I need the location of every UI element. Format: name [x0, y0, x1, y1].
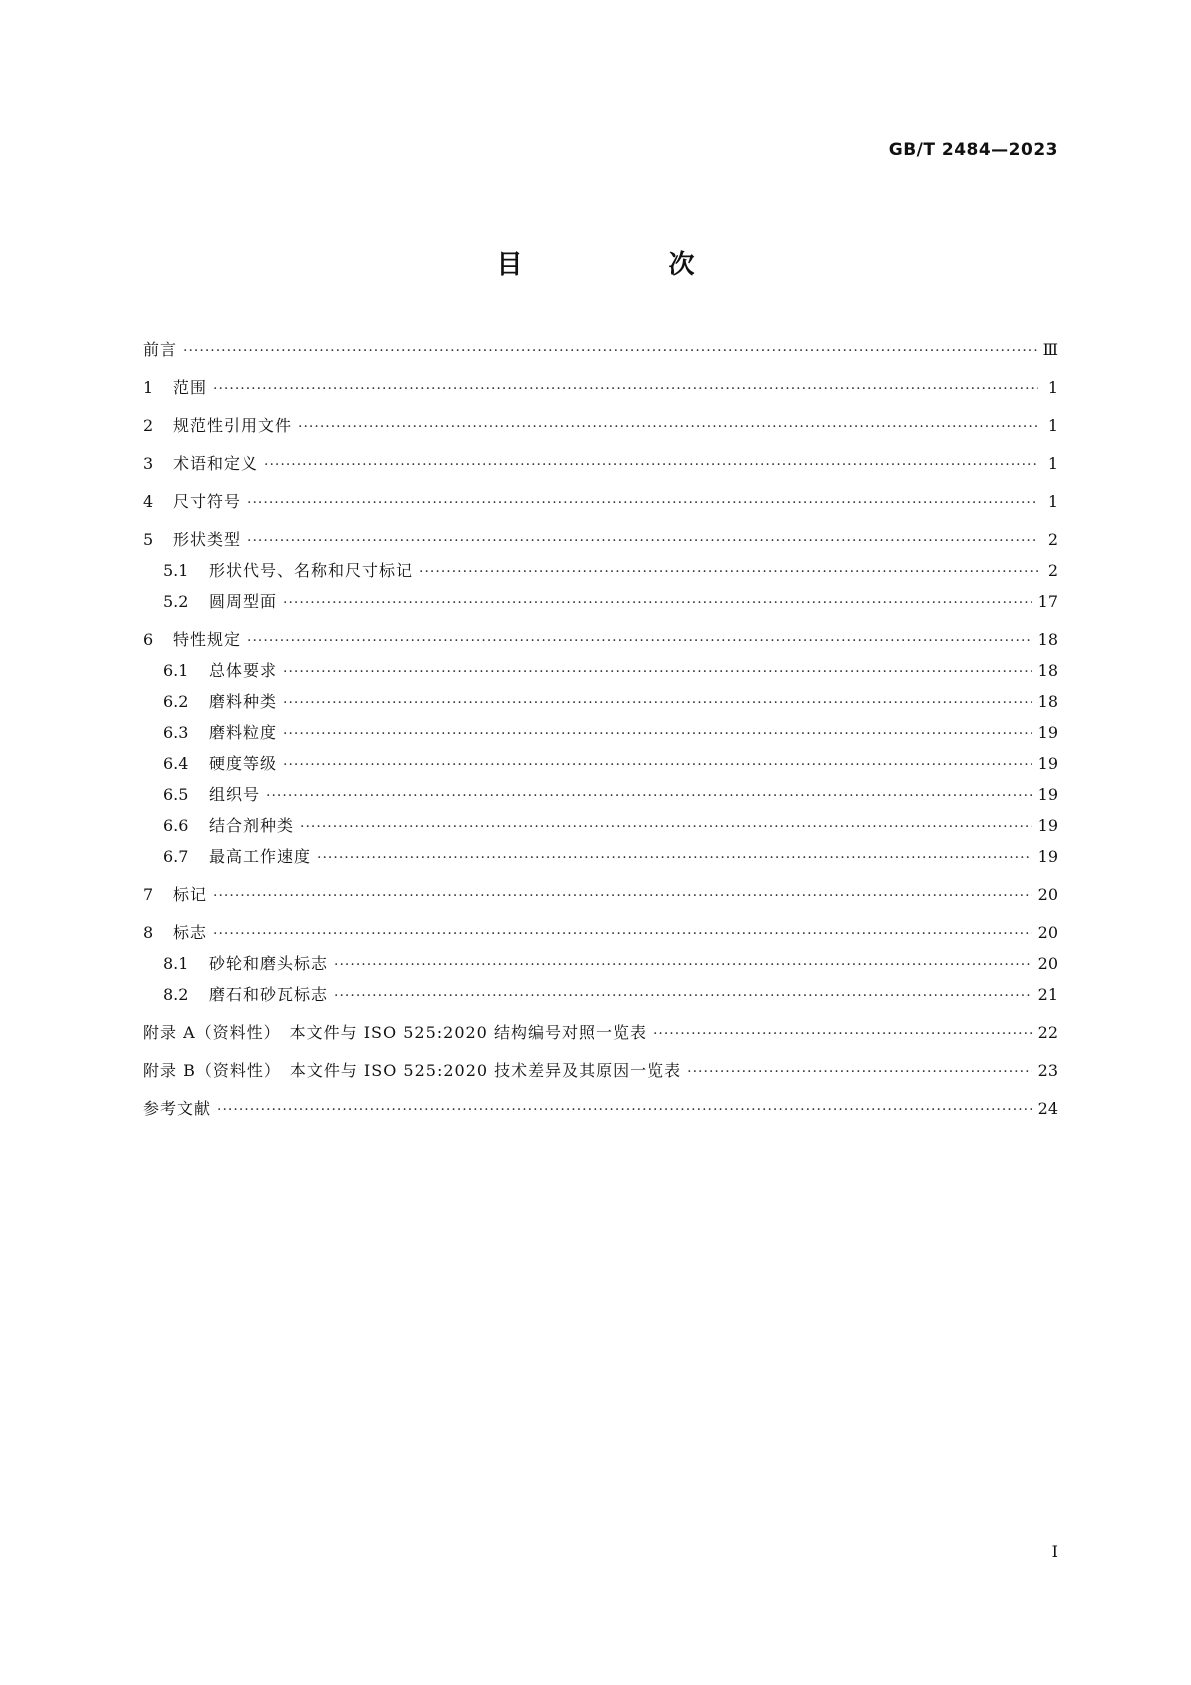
toc-entry-page: 23: [1037, 1061, 1058, 1080]
toc-entry-title: 形状类型: [173, 530, 242, 549]
toc-entry-page: 19: [1037, 847, 1058, 866]
toc-entry-page: 20: [1037, 885, 1058, 904]
toc-dot-leader: [213, 922, 1032, 946]
toc-dot-leader: [334, 953, 1032, 977]
toc-entry-title: 前言: [143, 340, 178, 359]
toc-entry-title: 附录 A（资料性） 本文件与 ISO 525:2020 结构编号对照一览表: [143, 1023, 647, 1042]
toc-dot-leader: [217, 1098, 1032, 1122]
toc-entry-title: 标志: [173, 923, 208, 942]
toc-entry-number: 6.5: [163, 785, 189, 804]
standard-code: GB/T 2484—2023: [888, 140, 1058, 160]
toc-entry-page: 1: [1047, 416, 1058, 435]
toc-entry-number: 2: [143, 416, 154, 435]
toc-dot-leader: [419, 560, 1038, 584]
toc-entry-number: 5: [143, 530, 154, 549]
toc-subentry[interactable]: [143, 952, 1058, 983]
toc-entry-title: 磨石和砂瓦标志: [209, 985, 329, 1004]
toc-entry-title: 结合剂种类: [209, 816, 295, 835]
toc-entry-title: 特性规定: [173, 630, 242, 649]
toc-entry[interactable]: [143, 490, 1058, 521]
toc-dot-leader: [317, 846, 1032, 870]
toc-entry[interactable]: [143, 338, 1058, 369]
toc-subentry[interactable]: [143, 845, 1058, 876]
toc-entry-page: 17: [1037, 592, 1058, 611]
toc-entry-title: 磨料粒度: [209, 723, 278, 742]
toc-entry-title: 形状代号、名称和尺寸标记: [209, 561, 414, 580]
toc-entry-title: 参考文献: [143, 1099, 212, 1118]
toc-entry[interactable]: [143, 628, 1058, 659]
toc-entry-number: 7: [143, 885, 154, 904]
toc-entry-page: 20: [1037, 954, 1058, 973]
toc-subentry[interactable]: [143, 983, 1058, 1014]
toc-entry[interactable]: [143, 883, 1058, 914]
toc-dot-leader: [247, 529, 1038, 553]
toc-entry-page: 24: [1037, 1099, 1058, 1118]
toc-entry-title: 砂轮和磨头标志: [209, 954, 329, 973]
toc-entry-number: 1: [143, 378, 154, 397]
toc-entry-page: 18: [1037, 661, 1058, 680]
toc-entry-page: 1: [1047, 378, 1058, 397]
toc-subentry[interactable]: [143, 752, 1058, 783]
toc-entry[interactable]: [143, 376, 1058, 407]
toc-entry-number: 6.6: [163, 816, 189, 835]
toc-entry-number: 6.4: [163, 754, 189, 773]
toc-dot-leader: [264, 453, 1038, 477]
toc-dot-leader: [266, 784, 1032, 808]
toc-entry-number: 6: [143, 630, 154, 649]
toc-entry[interactable]: [143, 1097, 1058, 1128]
toc-entry-title: 磨料种类: [209, 692, 278, 711]
toc-entry[interactable]: [143, 1021, 1058, 1052]
toc-entry-number: 3: [143, 454, 154, 473]
toc-entry[interactable]: [143, 452, 1058, 483]
toc-entry-page: 1: [1047, 454, 1058, 473]
toc-entry-number: 6.2: [163, 692, 189, 711]
toc-entry-page: 18: [1037, 692, 1058, 711]
toc-dot-leader: [283, 691, 1032, 715]
toc-entry-page: 18: [1037, 630, 1058, 649]
toc-dot-leader: [283, 591, 1032, 615]
toc-subentry[interactable]: [143, 690, 1058, 721]
toc-entry-page: 19: [1037, 816, 1058, 835]
toc-entry-page: 21: [1037, 985, 1058, 1004]
toc-entry-page: 19: [1037, 785, 1058, 804]
toc-entry-title: 范围: [173, 378, 208, 397]
table-of-contents: [143, 338, 1058, 1128]
toc-entry-page: 2: [1047, 530, 1058, 549]
toc-entry[interactable]: [143, 528, 1058, 559]
toc-entry-title: 术语和定义: [173, 454, 259, 473]
toc-dot-leader: [298, 415, 1038, 439]
toc-entry-title: 附录 B（资料性） 本文件与 ISO 525:2020 技术差异及其原因一览表: [143, 1061, 682, 1080]
toc-subentry[interactable]: [143, 783, 1058, 814]
toc-entry-title: 圆周型面: [209, 592, 278, 611]
toc-dot-leader: [334, 984, 1032, 1008]
toc-entry-title: 规范性引用文件: [173, 416, 293, 435]
toc-dot-leader: [300, 815, 1032, 839]
toc-subentry[interactable]: [143, 721, 1058, 752]
toc-entry-title: 最高工作速度: [209, 847, 312, 866]
toc-dot-leader: [183, 339, 1037, 363]
toc-entry[interactable]: [143, 1059, 1058, 1090]
toc-subentry[interactable]: [143, 590, 1058, 621]
toc-entry-page: 20: [1037, 923, 1058, 942]
toc-dot-leader: [687, 1060, 1031, 1084]
toc-entry-title: 组织号: [209, 785, 261, 804]
toc-dot-leader: [213, 377, 1038, 401]
toc-entry-number: 5.1: [163, 561, 189, 580]
toc-subentry[interactable]: [143, 559, 1058, 590]
toc-entry-title: 硬度等级: [209, 754, 278, 773]
toc-dot-leader: [247, 629, 1032, 653]
toc-entry-number: 6.7: [163, 847, 189, 866]
toc-entry[interactable]: [143, 414, 1058, 445]
toc-entry-number: 5.2: [163, 592, 189, 611]
toc-entry-page: 22: [1037, 1023, 1058, 1042]
toc-entry-number: 6.3: [163, 723, 189, 742]
toc-entry-title: 尺寸符号: [173, 492, 242, 511]
toc-dot-leader: [283, 660, 1032, 684]
toc-dot-leader: [283, 722, 1032, 746]
toc-entry-page: 2: [1047, 561, 1058, 580]
toc-dot-leader: [247, 491, 1038, 515]
toc-entry-page: 1: [1047, 492, 1058, 511]
toc-entry-page: Ⅲ: [1042, 340, 1058, 359]
toc-dot-leader: [213, 884, 1032, 908]
toc-entry-number: 4: [143, 492, 154, 511]
page-number: I: [1051, 1542, 1058, 1561]
toc-dot-leader: [653, 1022, 1032, 1046]
toc-entry[interactable]: [143, 921, 1058, 952]
toc-dot-leader: [283, 753, 1032, 777]
toc-subentry[interactable]: [143, 659, 1058, 690]
toc-entry-title: 标记: [173, 885, 208, 904]
toc-entry-page: 19: [1037, 754, 1058, 773]
page-title: 目 次: [496, 250, 755, 280]
toc-entry-number: 8.1: [163, 954, 189, 973]
toc-entry-title: 总体要求: [209, 661, 278, 680]
toc-subentry[interactable]: [143, 814, 1058, 845]
toc-entry-page: 19: [1037, 723, 1058, 742]
toc-entry-number: 8.2: [163, 985, 189, 1004]
toc-entry-number: 8: [143, 923, 154, 942]
toc-entry-number: 6.1: [163, 661, 189, 680]
